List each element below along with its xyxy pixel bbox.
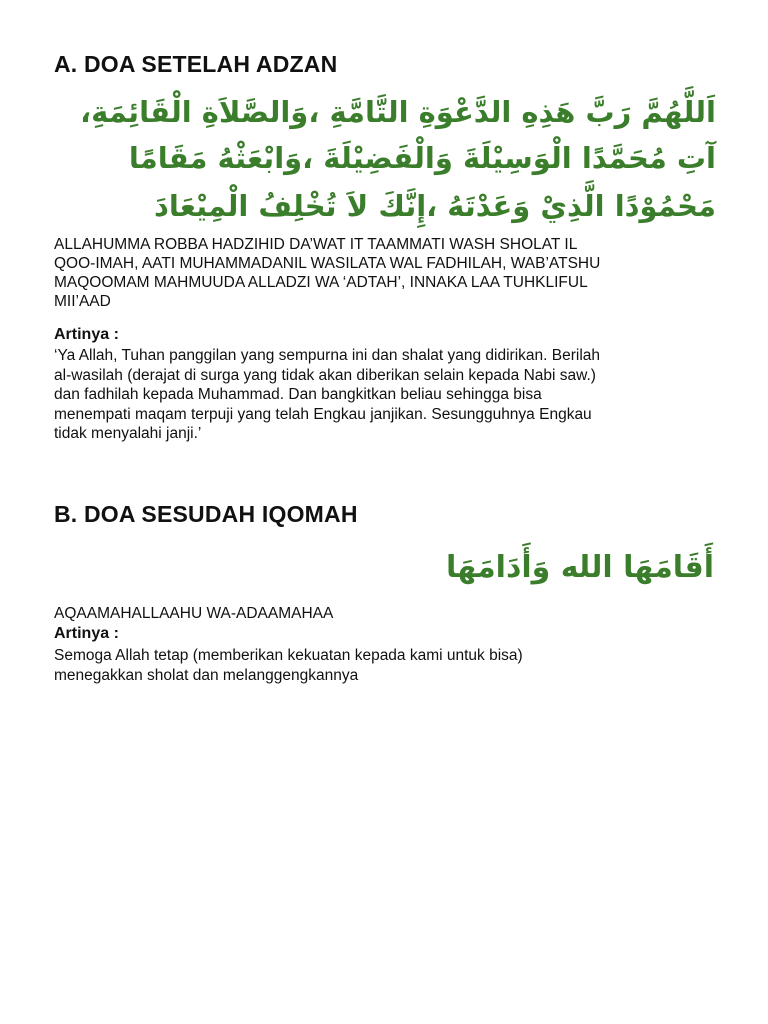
translation-line: Semoga Allah tetap (memberikan kekuatan kepada kami untuk bisa) — [54, 647, 523, 664]
transliteration-line: MAQOOMAM MAHMUUDA ALLADZI WA ‘ADTAH’, INNAKA LAA TUHKLIFUL — [54, 274, 588, 291]
translation-line: menegakkan sholat dan melanggengkannya — [54, 666, 359, 684]
translation-line: al-wasilah (derajat di surga yang tidak akan diberikan selain kepada Nabi saw.) — [54, 366, 596, 384]
transliteration-line: MII’AAD — [54, 293, 111, 310]
section-a-artinya-label: Artinya : — [54, 326, 119, 343]
section-b-heading: B. DOA SESUDAH IQOMAH — [54, 501, 358, 527]
section-b-artinya-label: Artinya : — [54, 625, 119, 642]
translation-line: menempati maqam terpuji yang telah Engkau janjikan. Sesungguhnya Engkau — [54, 405, 592, 423]
section-b-translation — [54, 646, 523, 685]
section-a-arabic-line: اَللَّهُمَّ رَبَّ هَذِهِ الدَّعْوَةِ التَّامَّةِ ،وَالصَّلاَةِ الْقَائِمَةِ، — [80, 95, 716, 129]
transliteration-line: ALLAHUMMA ROBBA HADZIHID DA’WAT IT TAAMMATI WASH SHOLAT IL — [54, 236, 578, 253]
section-a-heading: A. DOA SETELAH ADZAN — [54, 51, 338, 77]
section-a-arabic-line: مَحْمُوْدًا الَّذِيْ وَعَدْتَهُ ،إِنَّكَ لاَ تُخْلِفُ الْمِيْعَادَ — [154, 189, 716, 223]
section-a-arabic-line: آتِ مُحَمَّدًا الْوَسِيْلَةَ وَالْفَضِيْلَةَ ،وَابْعَثْهُ مَقَامًا — [128, 141, 716, 175]
translation-line: tidak menyalahi janji.’ — [54, 425, 202, 442]
translation-line: ‘Ya Allah, Tuhan panggilan yang sempurna ini dan shalat yang didirikan. Berilah — [54, 347, 601, 364]
section-b-arabic-line: أَقَامَهَا الله وَأَدَامَهَا — [446, 550, 714, 585]
section-a-translation — [54, 346, 600, 444]
section-b-transliteration — [54, 604, 333, 623]
section-a-transliteration — [54, 235, 600, 311]
transliteration-line: AQAAMAHALLAAHU WA-ADAAMAHAA — [54, 605, 334, 622]
translation-line: dan fadhilah kepada Muhammad. Dan bangkitkan beliau sehingga bisa — [54, 386, 542, 403]
transliteration-line: QOO-IMAH, AATI MUHAMMADANIL WASILATA WAL FADHILAH, WAB’ATSHU — [54, 255, 601, 272]
